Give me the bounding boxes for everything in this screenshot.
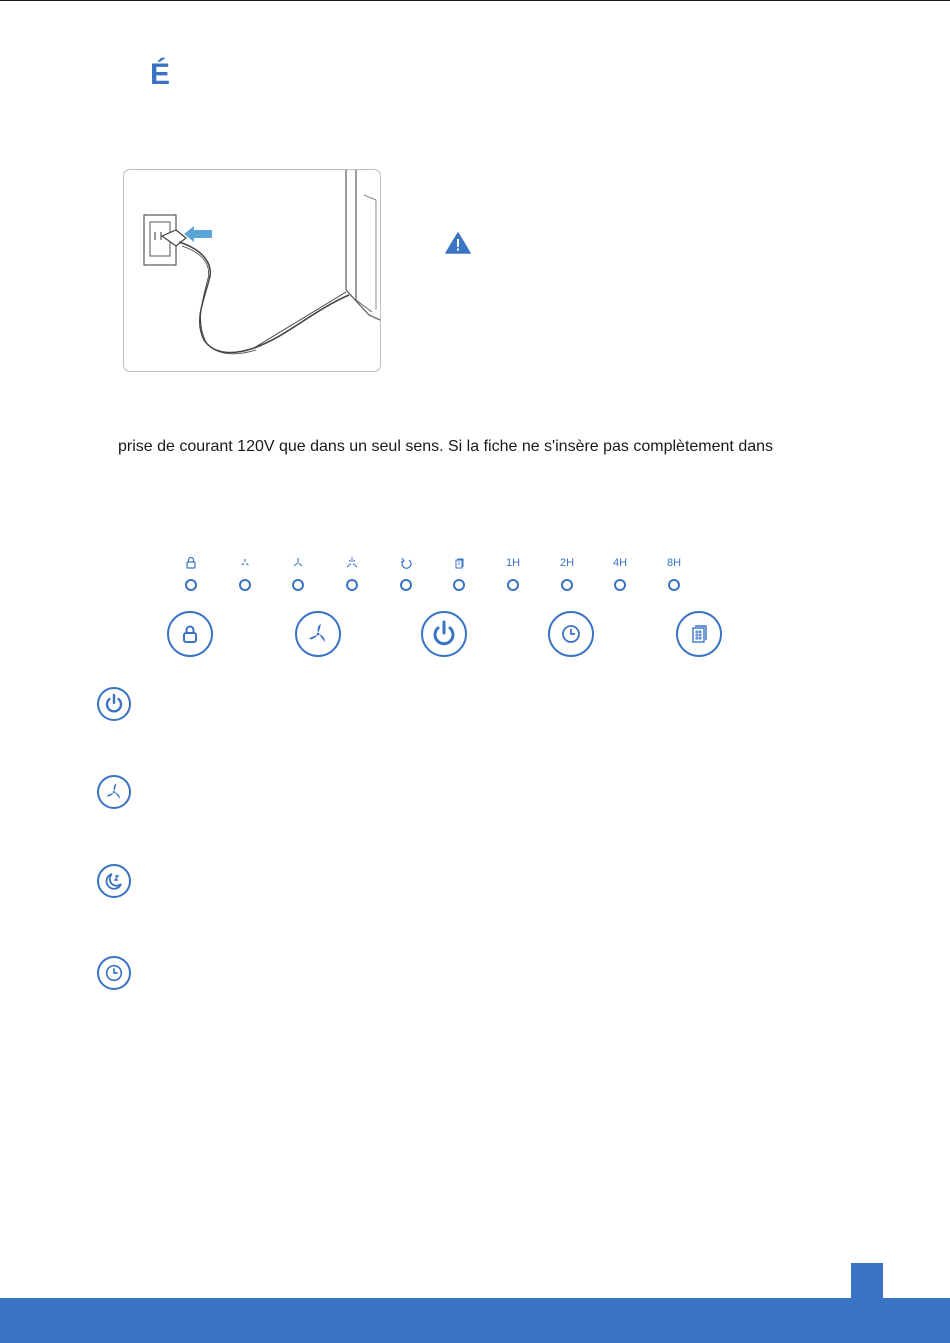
indicator-timer-1h [498,556,528,591]
fan-icon [305,621,331,647]
indicator-fan-speed-2 [283,556,313,591]
indicator-led [292,579,304,591]
indicator-led [185,579,197,591]
plug-into-outlet-illustration [123,169,381,372]
power-icon [97,687,131,721]
indicator-led [507,579,519,591]
sleep-mode-icon [97,864,131,898]
indicator-led [239,579,251,591]
indicator-label: 4H [612,557,628,569]
indicator-label: 2H [559,557,575,569]
fan-speed-1-icon [230,556,260,570]
body-paragraph-line: prise de courant 120V que dans un seul sens. Si la fiche ne s'insère pas complètement dans [118,438,774,455]
fan-speed-3-icon [337,556,367,570]
indicator-fan-speed-3 [337,556,367,591]
fan-icon [97,775,131,809]
indicator-timer-8h [659,556,689,591]
lock-icon [179,623,201,645]
filter-icon [687,622,711,646]
warning-triangle-icon [445,232,471,254]
indicator-led [668,579,680,591]
indicator-timer-4h [605,556,635,591]
indicator-led [400,579,412,591]
indicator-label: 8H [666,557,682,569]
indicator-led [561,579,573,591]
indicator-filter [444,556,474,591]
lock-button[interactable] [167,611,213,657]
power-button[interactable] [421,611,467,657]
fan-button[interactable] [295,611,341,657]
filter-icon [444,556,474,570]
timer-icon [559,622,583,646]
top-rule [0,0,950,1]
page-number-tab [851,1263,883,1298]
filter-button[interactable] [676,611,722,657]
indicator-label: 1H [505,557,521,569]
indicator-fan-speed-1 [230,556,260,591]
indicator-lock [176,556,206,591]
indicator-led [453,579,465,591]
power-icon [429,619,459,649]
indicator-auto [391,556,421,591]
timer-icon [97,956,131,990]
footer-bar [0,1298,950,1343]
lock-icon [176,556,206,570]
indicator-timer-2h [552,556,582,591]
timer-button[interactable] [548,611,594,657]
indicator-led [614,579,626,591]
indicator-led [346,579,358,591]
section-heading: É [150,58,171,91]
fan-speed-2-icon [283,556,313,570]
auto-mode-icon [391,556,421,570]
